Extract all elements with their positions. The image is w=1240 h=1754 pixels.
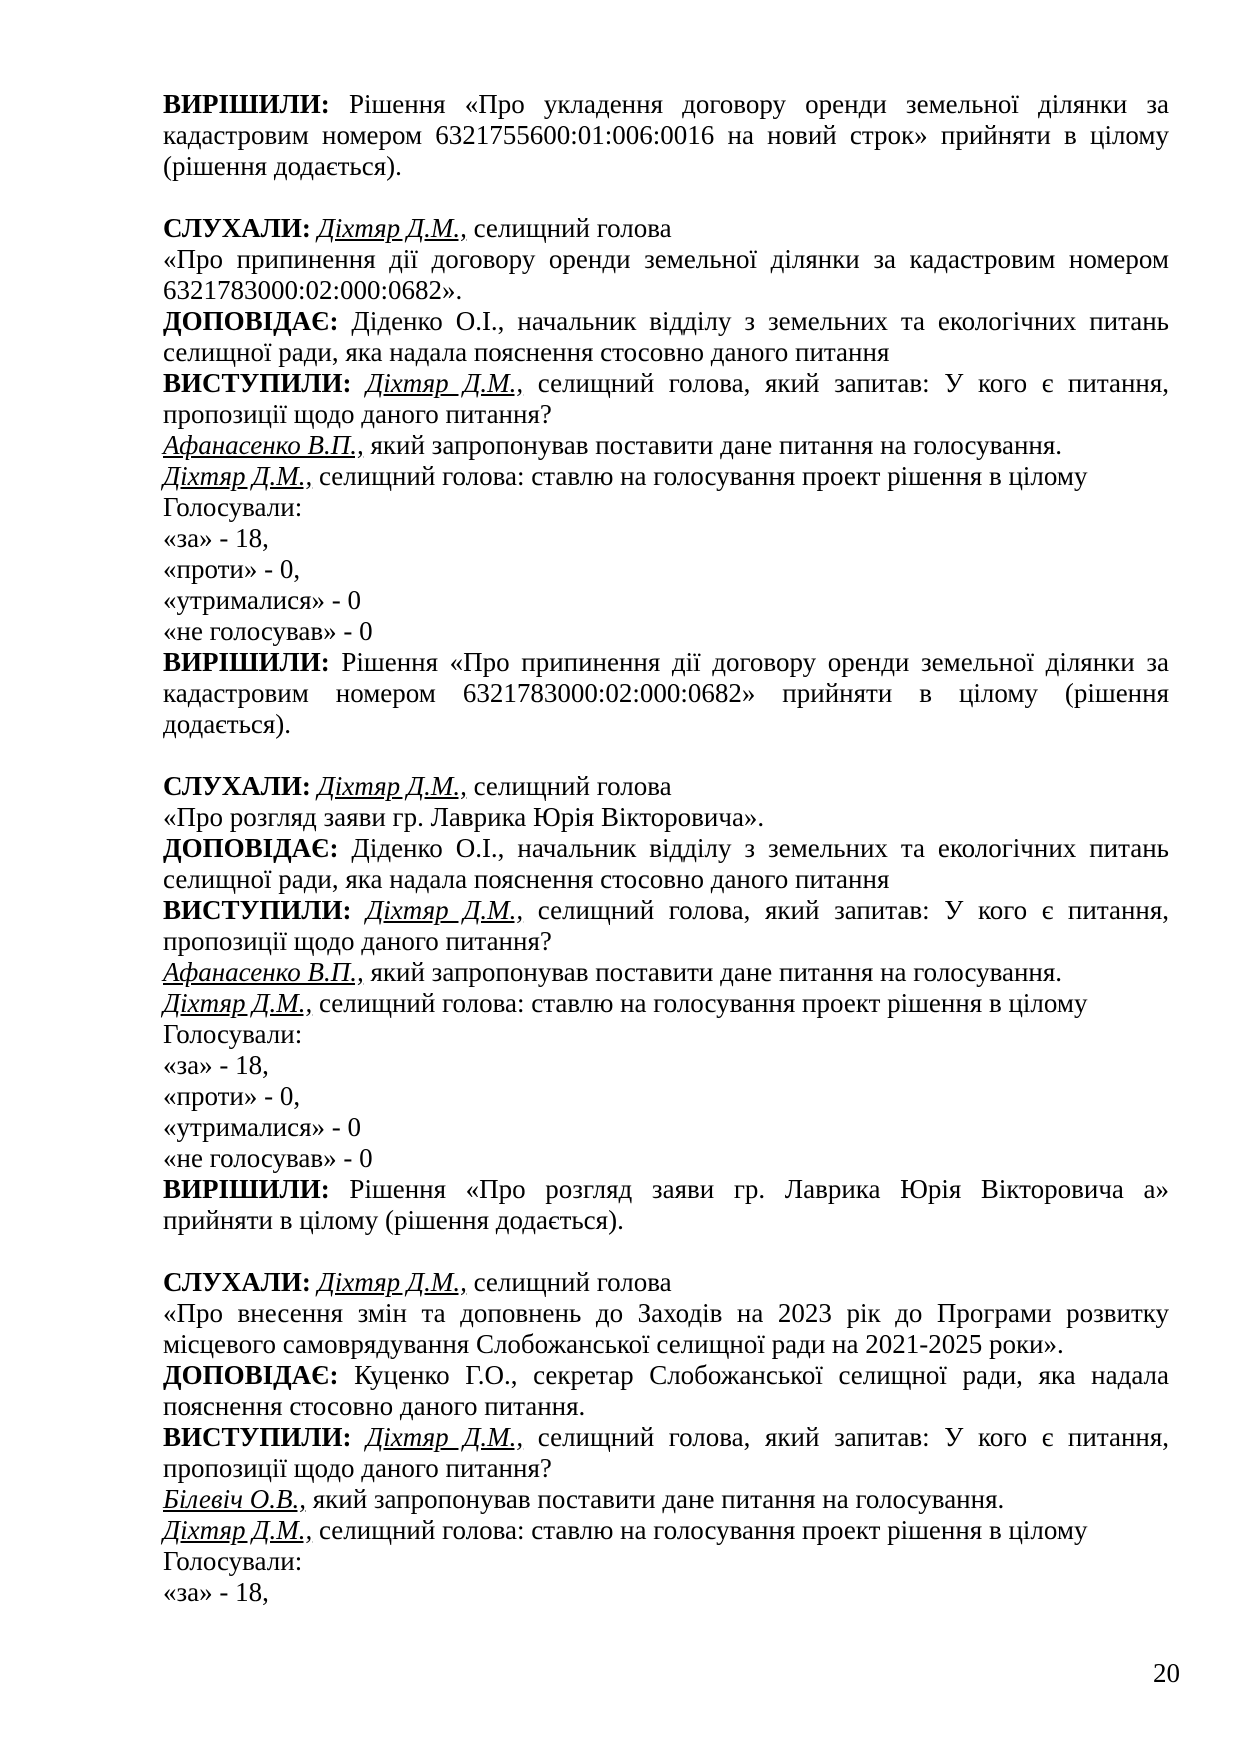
decided-paragraph: [163, 89, 1169, 182]
reported-label: ДОПОВІДАЄ:: [163, 833, 339, 863]
voted-label: Голосували:: [163, 1546, 303, 1576]
chair-person: Діхтяр Д.М.,: [163, 1515, 313, 1545]
spoke-person: Діхтяр Д.М.,: [366, 1422, 524, 1452]
decided-text: Рішення «Про розгляд заяви гр. Лаврика Юрія Вікторовича а» прийняти в цілому (рішення додається).: [163, 1174, 1170, 1235]
vote-abstained: «утрималися» - 0: [163, 1112, 362, 1142]
decided-text: Рішення «Про припинення дії договору оренди земельної ділянки за кадастровим номером 6321783000:02:000:0682» прийняти в цілому (рішення додається).: [163, 647, 1169, 739]
heard-label: СЛУХАЛИ:: [163, 213, 311, 243]
reported-paragraph: [163, 306, 1169, 368]
heard-paragraph: [163, 1267, 1169, 1298]
topic-paragraph: «Про припинення дії договору оренди земельної ділянки за кадастровим номером 6321783000:02:000:0682».: [163, 244, 1169, 305]
spoke-label: ВИСТУПИЛИ:: [163, 1422, 352, 1452]
decided-label: ВИРІШИЛИ:: [163, 1174, 330, 1204]
heard-role: селищний голова: [473, 771, 672, 801]
chair-person: Діхтяр Д.М.,: [163, 988, 313, 1018]
chair-paragraph: [163, 988, 1169, 1019]
voted-label: Голосували:: [163, 1019, 303, 1049]
proposer-text: який запропонував поставити дане питання на голосування.: [370, 957, 1063, 987]
spoke-label: ВИСТУПИЛИ:: [163, 368, 352, 398]
voted-label: Голосували:: [163, 492, 303, 522]
heard-paragraph: [163, 213, 1169, 244]
spoke-label: ВИСТУПИЛИ:: [163, 895, 352, 925]
chair-text: селищний голова: ставлю на голосування проект рішення в цілому: [318, 461, 1088, 491]
chair-paragraph: [163, 461, 1169, 492]
proposer-text: який запропонував поставити дане питання на голосування.: [370, 430, 1063, 460]
vote-for: «за» - 18,: [163, 523, 269, 553]
heard-label: СЛУХАЛИ:: [163, 1267, 311, 1297]
decided-paragraph: [163, 647, 1169, 740]
topic-paragraph: «Про розгляд заяви гр. Лаврика Юрія Вікторовича».: [163, 802, 765, 832]
heard-person: Діхтяр Д.М.,: [317, 1267, 467, 1297]
document-body: [163, 89, 1169, 1608]
reported-label: ДОПОВІДАЄ:: [163, 306, 339, 336]
reported-label: ДОПОВІДАЄ:: [163, 1360, 339, 1390]
reported-paragraph: [163, 1360, 1169, 1422]
heard-role: селищний голова: [473, 1267, 672, 1297]
chair-text: селищний голова: ставлю на голосування проект рішення в цілому: [318, 1515, 1088, 1545]
spoke-text: селищний голова, який запитав: У кого є питання, пропозиції щодо даного питання?: [163, 1422, 1170, 1483]
spoke-paragraph: [163, 895, 1169, 957]
heard-person: Діхтяр Д.М.,: [317, 213, 467, 243]
reported-paragraph: [163, 833, 1169, 895]
decided-label: ВИРІШИЛИ:: [163, 89, 330, 119]
decided-text: Рішення «Про укладення договору оренди земельної ділянки за кадастровим номером 6321755600:01:006:0016 на новий строк» прийняти в цілому (рішення додається).: [163, 89, 1170, 181]
proposer-person: Афанасенко В.П.,: [163, 957, 364, 987]
spoke-paragraph: [163, 368, 1169, 430]
proposer-paragraph: [163, 1484, 1169, 1515]
reported-text: Куценко Г.О., секретар Слобожанської селищної ради, яка надала пояснення стосовно даного питання.: [163, 1360, 1169, 1421]
proposer-paragraph: [163, 957, 1169, 988]
page-number: 20: [1153, 1658, 1180, 1688]
vote-not-voted: «не голосував» - 0: [163, 1143, 373, 1173]
reported-text: Діденко О.І., начальник відділу з земельних та екологічних питань селищної ради, яка надала пояснення стосовно даного питання: [163, 306, 1169, 367]
chair-person: Діхтяр Д.М.,: [163, 461, 313, 491]
spoke-person: Діхтяр Д.М.,: [366, 368, 524, 398]
reported-text: Діденко О.І., начальник відділу з земельних та екологічних питань селищної ради, яка надала пояснення стосовно даного питання: [163, 833, 1169, 894]
spoke-person: Діхтяр Д.М.,: [366, 895, 524, 925]
proposer-person: Білевіч О.В.,: [163, 1484, 306, 1514]
decided-label: ВИРІШИЛИ:: [163, 647, 330, 677]
vote-for: «за» - 18,: [163, 1577, 269, 1607]
vote-against: «проти» - 0,: [163, 554, 301, 584]
proposer-person: Афанасенко В.П.,: [163, 430, 364, 460]
heard-role: селищний голова: [473, 213, 672, 243]
chair-text: селищний голова: ставлю на голосування проект рішення в цілому: [318, 988, 1088, 1018]
heard-person: Діхтяр Д.М.,: [317, 771, 467, 801]
vote-not-voted: «не голосував» - 0: [163, 616, 373, 646]
vote-abstained: «утрималися» - 0: [163, 585, 362, 615]
heard-label: СЛУХАЛИ:: [163, 771, 311, 801]
heard-paragraph: [163, 771, 1169, 802]
vote-for: «за» - 18,: [163, 1050, 269, 1080]
proposer-paragraph: [163, 430, 1169, 461]
topic-paragraph: «Про внесення змін та доповнень до Заходів на 2023 рік до Програми розвитку місцевого самоврядування Слобожанської селищної ради на 2021-2025 роки».: [163, 1298, 1169, 1359]
spoke-text: селищний голова, який запитав: У кого є питання, пропозиції щодо даного питання?: [163, 368, 1170, 429]
decided-paragraph: [163, 1174, 1169, 1236]
spoke-text: селищний голова, який запитав: У кого є питання, пропозиції щодо даного питання?: [163, 895, 1170, 956]
vote-against: «проти» - 0,: [163, 1081, 301, 1111]
spoke-paragraph: [163, 1422, 1169, 1484]
proposer-text: який запропонував поставити дане питання на голосування.: [312, 1484, 1005, 1514]
chair-paragraph: [163, 1515, 1169, 1546]
